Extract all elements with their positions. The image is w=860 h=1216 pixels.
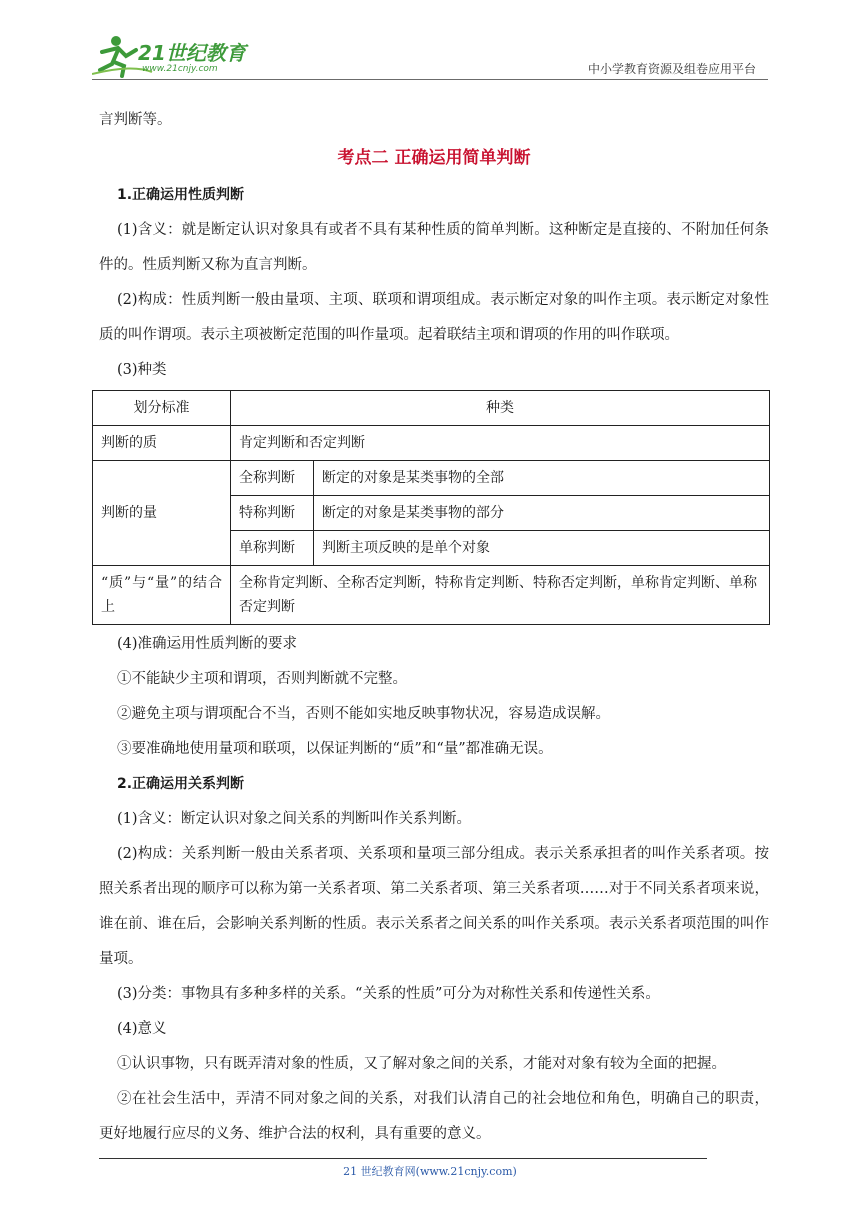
- significance-label: (4)意义: [117, 1021, 167, 1037]
- table-row: [93, 391, 770, 426]
- quantity-desc: 判断主项反映的是单个对象: [314, 531, 770, 566]
- quantity-name: 单称判断: [231, 531, 314, 566]
- judgment-types-table: [92, 390, 770, 625]
- header-kinds: 种类: [231, 391, 770, 426]
- quantity-desc: 断定的对象是某类事物的部分: [314, 496, 770, 531]
- table-row: [93, 461, 770, 496]
- part1-meaning: (1)含义：就是断定认识对象具有或者不具有某种性质的简单判断。这种断定是直接的、不附加任何条件的。性质判断又称为直言判断。: [99, 222, 769, 273]
- requirements-label: (4)准确运用性质判断的要求: [117, 636, 298, 652]
- quantity-label: 判断的量: [93, 461, 231, 566]
- page-header: [0, 0, 860, 84]
- document-body: [99, 103, 769, 1152]
- combined-label: “质”与“量”的结合上: [93, 566, 231, 625]
- part1-heading: 1.正确运用性质判断: [117, 187, 245, 203]
- requirement-item: ②避免主项与谓项配合不当，否则不能如实地反映事物状况，容易造成误解。: [117, 706, 610, 722]
- part2-classification: (3)分类：事物具有多种多样的关系。“关系的性质”可分为对称性关系和传递性关系。: [117, 986, 660, 1002]
- svg-text:21世纪教育: 21世纪教育: [138, 41, 246, 65]
- platform-name: 中小学教育资源及组卷应用平台: [587, 62, 756, 76]
- site-logo[interactable]: [92, 34, 262, 80]
- requirement-item: ①不能缺少主项和谓项，否则判断就不完整。: [117, 671, 407, 687]
- part1-types-label: (3)种类: [117, 362, 167, 378]
- significance-item: ②在社会生活中，弄清不同对象之间的关系，对我们认清自己的社会地位和角色，明确自己的职责，更好地履行应尽的义务、维护合法的权利，具有重要的意义。: [99, 1091, 769, 1142]
- footer-divider: [99, 1158, 707, 1159]
- header-standard: 划分标准: [93, 391, 231, 426]
- table-row: [93, 566, 770, 625]
- section-title: 考点二 正确运用简单判断: [337, 148, 531, 168]
- quantity-name: 特称判断: [231, 496, 314, 531]
- quantity-desc: 断定的对象是某类事物的全部: [314, 461, 770, 496]
- part2-heading: 2.正确运用关系判断: [117, 776, 245, 792]
- logo-url: www.21cnjy.com: [142, 64, 218, 74]
- intro-tail: 言判断等。: [99, 112, 172, 128]
- header-divider: [92, 79, 768, 80]
- part2-composition: (2)构成：关系判断一般由关系者项、关系项和量项三部分组成。表示关系承担者的叫作关系者项。按照关系者出现的顺序可以称为第一关系者项、第二关系者项、第三关系者项……对于不同关系者项来说，谁在前、谁在后，会影响关系判断的性质。表示关系者之间关系的叫作关系项。表示关系者项范围的叫作量项。: [99, 846, 769, 967]
- quantity-name: 全称判断: [231, 461, 314, 496]
- footer-link[interactable]: 21 世纪教育网(www.21cnjy.com): [343, 1165, 517, 1178]
- quality-value: 肯定判断和否定判断: [231, 426, 770, 461]
- table-row: [93, 426, 770, 461]
- combined-value: 全称肯定判断、全称否定判断，特称肯定判断、特称否定判断，单称肯定判断、单称否定判断: [231, 566, 770, 625]
- part1-composition: (2)构成：性质判断一般由量项、主项、联项和谓项组成。表示断定对象的叫作主项。表示断定对象性质的叫作谓项。表示主项被断定范围的叫作量项。起着联结主项和谓项的作用的叫作联项。: [99, 292, 769, 343]
- part2-meaning: (1)含义：断定认识对象之间关系的判断叫作关系判断。: [117, 811, 472, 827]
- quality-label: 判断的质: [93, 426, 231, 461]
- requirement-item: ③要准确地使用量项和联项，以保证判断的“质”和“量”都准确无误。: [117, 741, 553, 757]
- significance-item: ①认识事物，只有既弄清对象的性质，又了解对象之间的关系，才能对对象有较为全面的把握。: [117, 1056, 726, 1072]
